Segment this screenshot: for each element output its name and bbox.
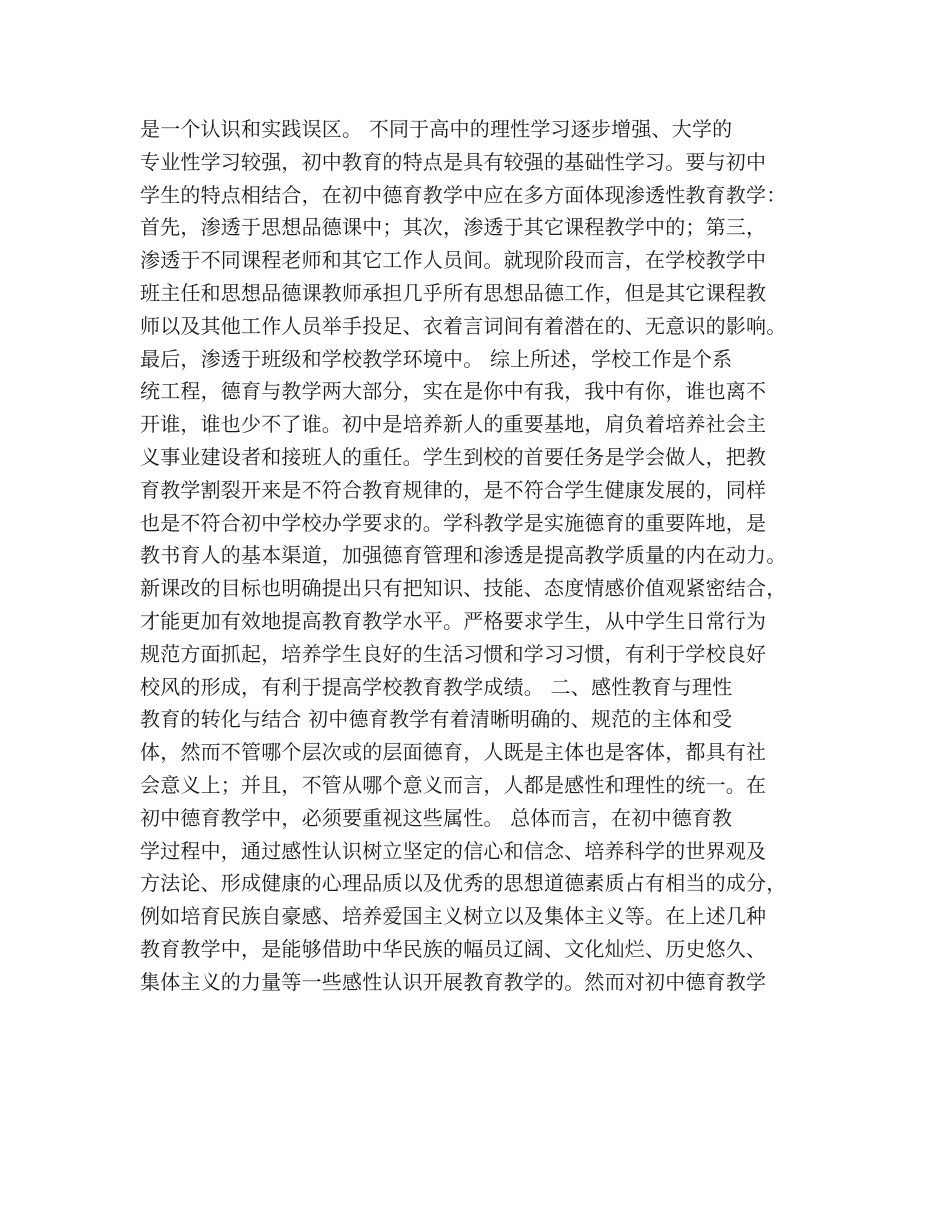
text-line: 教书育人的基本渠道，加强德育管理和渗透是提高教学质量的内在动力。 <box>140 543 787 568</box>
text-line: 规范方面抓起，培养学生良好的生活习惯和学习习惯，有利于学校良好 <box>140 641 767 666</box>
text-line: 统工程，德育与教学两大部分，实在是你中有我，我中有你，谁也离不 <box>140 379 767 404</box>
text-line: 才能更加有效地提高教育教学水平。严格要求学生，从中学生日常行为 <box>140 608 767 633</box>
text-line: 教育教学中，是能够借助中华民族的幅员辽阔、文化灿烂、历史悠久、 <box>140 936 767 961</box>
text-line: 班主任和思想品德课教师承担几乎所有思想品德工作，但是其它课程教 <box>140 280 767 305</box>
text-line: 育教学割裂开来是不符合教育规律的，是不符合学生健康发展的，同样 <box>140 477 767 502</box>
text-line: 学生的特点相结合，在初中德育教学中应在多方面体现渗透性教育教学： <box>140 182 787 207</box>
body-text <box>140 113 840 999</box>
text-line: 方法论、形成健康的心理品质以及优秀的思想道德素质占有相当的成分， <box>140 871 787 896</box>
text-line: 义事业建设者和接班人的重任。学生到校的首要任务是学会做人，把教 <box>140 444 767 469</box>
text-line: 学过程中，通过感性认识树立坚定的信心和信念、培养科学的世界观及 <box>140 838 767 863</box>
text-line: 例如培育民族自豪感、培养爱国主义树立以及集体主义等。在上述几种 <box>140 904 767 929</box>
text-line: 新课改的目标也明确提出只有把知识、技能、态度情感价值观紧密结合， <box>140 576 787 601</box>
text-line: 是一个认识和实践误区。 不同于高中的理性学习逐步增强、大学的 <box>140 117 733 141</box>
text-line: 会意义上；并且，不管从哪个意义而言，人都是感性和理性的统一。在 <box>140 772 767 797</box>
text-line: 首先，渗透于思想品德课中；其次，渗透于其它课程教学中的；第三， <box>140 215 767 240</box>
text-line: 师以及其他工作人员举手投足、衣着言词间有着潜在的、无意识的影响。 <box>140 313 787 338</box>
text-line: 集体主义的力量等一些感性认识开展教育教学的。然而对初中德育教学 <box>140 969 767 994</box>
text-line: 初中德育教学中，必须要重视这些属性。 总体而言，在初中德育教 <box>140 805 733 830</box>
text-line: 体，然而不管哪个层次或的层面德育，人既是主体也是客体，都具有社 <box>140 740 767 765</box>
text-line: 也是不符合初中学校办学要求的。学科教学是实施德育的重要阵地，是 <box>140 510 767 535</box>
text-line: 渗透于不同课程老师和其它工作人员间。就现阶段而言，在学校教学中 <box>140 248 767 273</box>
text-line: 开谁，谁也少不了谁。初中是培养新人的重要基地，肩负着培养社会主 <box>140 412 767 437</box>
text-line: 专业性学习较强，初中教育的特点是具有较强的基础性学习。要与初中 <box>140 149 767 174</box>
text-line: 教育的转化与结合 初中德育教学有着清晰明确的、规范的主体和受 <box>140 707 733 732</box>
text-line: 校风的形成，有利于提高学校教育教学成绩。 二、感性教育与理性 <box>140 674 733 699</box>
text-line: 最后，渗透于班级和学校教学环境中。 综上所述，学校工作是个系 <box>140 346 733 371</box>
